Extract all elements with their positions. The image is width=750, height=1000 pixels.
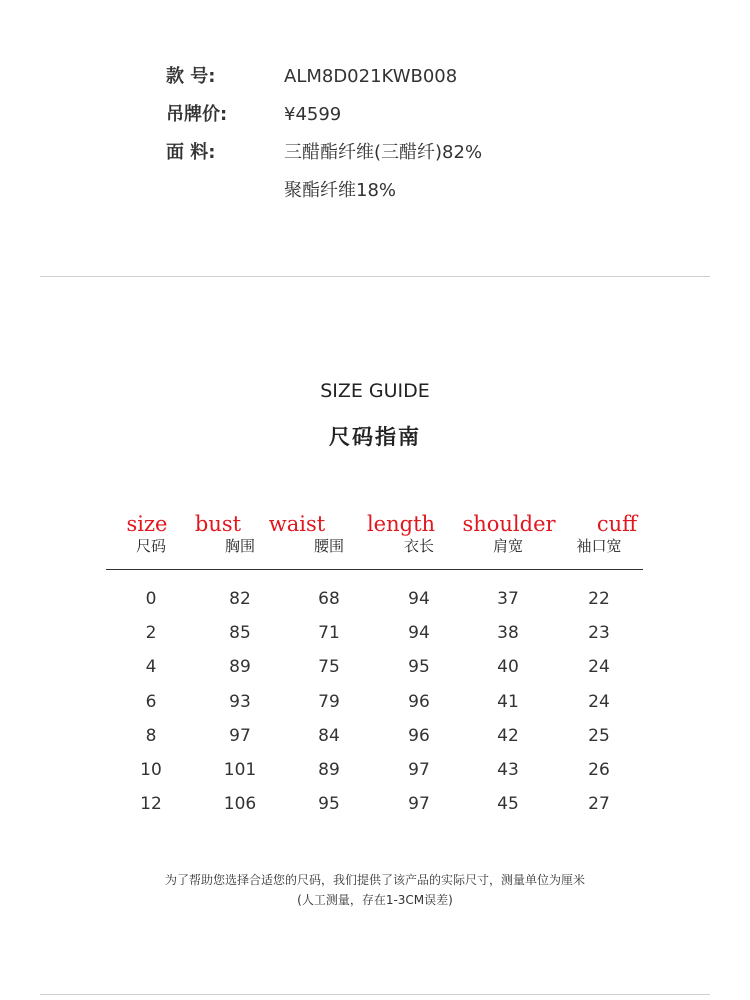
measurement-tolerance-note: (人工测量，存在1-3CM误差)	[297, 893, 453, 907]
table-cell: 24	[588, 657, 610, 678]
table-cell: 101	[223, 760, 257, 780]
header-cn-shoulder: 肩宽	[492, 537, 524, 555]
table-cell: 12	[140, 794, 162, 815]
header-en-cuff: cuff	[596, 512, 638, 536]
header-en-size: size	[126, 512, 168, 536]
table-cell: 89	[318, 760, 340, 780]
table-cell: 85	[229, 623, 251, 644]
table-cell: 79	[318, 691, 340, 712]
table-cell: 26	[588, 760, 610, 780]
table-cell: 82	[229, 589, 251, 609]
size-guide-title-cn: 尺码指南	[329, 425, 421, 449]
table-cell: 27	[588, 794, 610, 815]
table-cell: 94	[408, 589, 430, 609]
style-number-label: 款 号:	[166, 66, 216, 87]
table-cell: 43	[497, 760, 519, 780]
table-cell: 4	[145, 657, 157, 678]
measurement-note: 为了帮助您选择合适您的尺码，我们提供了该产品的实际尺寸，测量单位为厘米	[164, 873, 585, 887]
table-cell: 89	[229, 657, 251, 678]
table-cell: 2	[145, 623, 157, 644]
table-cell: 97	[408, 794, 430, 815]
header-en-shoulder: shoulder	[462, 512, 556, 536]
header-en-bust: bust	[194, 512, 242, 536]
table-cell: 106	[223, 794, 257, 815]
header-cn-length: 衣长	[403, 537, 435, 555]
table-cell: 84	[318, 725, 340, 746]
header-cn-cuff: 袖口宽	[576, 537, 622, 555]
header-cn-bust: 胸围	[224, 537, 256, 555]
table-cell: 25	[588, 725, 610, 746]
table-cell: 42	[497, 725, 519, 746]
fabric-value-1: 三醋酯纤维(三醋纤)82%	[284, 142, 483, 163]
size-guide-title-en: SIZE GUIDE	[320, 380, 430, 402]
table-cell: 38	[497, 623, 519, 644]
price-label: 吊牌价:	[166, 104, 228, 125]
price-value: ¥4599	[284, 104, 342, 125]
table-cell: 95	[318, 794, 340, 815]
table-cell: 68	[318, 589, 340, 609]
table-cell: 10	[140, 760, 162, 780]
fabric-label: 面 料:	[166, 142, 216, 163]
table-cell: 97	[229, 725, 251, 746]
table-cell: 71	[318, 623, 340, 644]
table-cell: 8	[145, 725, 157, 746]
style-number-value: ALM8D021KWB008	[284, 66, 458, 87]
table-cell: 95	[408, 657, 430, 678]
bottom-divider	[40, 994, 710, 995]
table-cell: 93	[229, 691, 251, 712]
table-cell: 0	[145, 589, 157, 609]
header-cn-waist: 腰围	[313, 537, 345, 555]
table-cell: 40	[497, 657, 519, 678]
table-cell: 97	[408, 760, 430, 780]
table-cell: 23	[588, 623, 610, 644]
header-cn-size: 尺码	[135, 537, 167, 555]
top-divider	[40, 276, 710, 277]
table-cell: 94	[408, 623, 430, 644]
table-cell: 96	[408, 725, 430, 746]
table-cell: 6	[145, 691, 157, 712]
fabric-value-2: 聚酯纤维18%	[284, 180, 397, 201]
table-cell: 75	[318, 657, 340, 678]
header-en-length: length	[366, 512, 436, 536]
table-cell: 37	[497, 589, 519, 609]
header-en-waist: waist	[268, 512, 326, 536]
table-cell: 45	[497, 794, 519, 815]
table-cell: 24	[588, 691, 610, 712]
table-header-rule	[106, 569, 643, 570]
table-cell: 96	[408, 691, 430, 712]
table-cell: 22	[588, 589, 610, 609]
table-cell: 41	[497, 691, 519, 712]
